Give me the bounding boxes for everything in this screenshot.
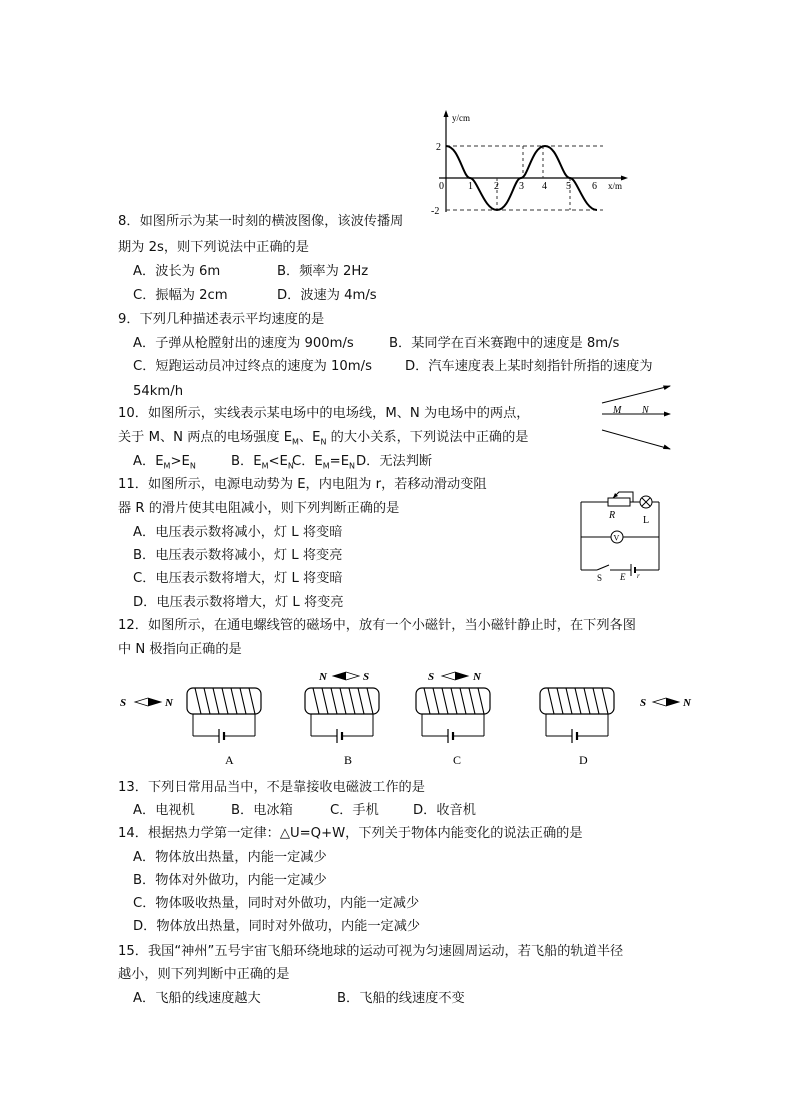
q12-stem-line1: 12．如图所示，在通电螺线管的磁场中，放有一个小磁针，当小磁针静止时，在下列各图	[118, 618, 636, 633]
svg-text:S: S	[428, 671, 435, 683]
q9-option-a: A．子弹从枪膛射出的速度为 900m/s	[133, 336, 354, 351]
q14-option-b: B．物体对外做功，内能一定减少	[133, 873, 327, 888]
x-axis-label: x/m	[608, 181, 623, 191]
q9-option-b: B．某同学在百米赛跑中的速度是 8m/s	[389, 336, 620, 351]
q14-option-c: C．物体吸收热量，同时对外做功，内能一定减少	[133, 896, 420, 911]
point-m-label: M	[613, 405, 622, 416]
q13-option-b: B．电冰箱	[231, 803, 293, 818]
q14-option-d: D．物体放出热量，同时对外做功，内能一定减少	[133, 919, 421, 934]
svg-text:S: S	[640, 697, 647, 709]
q8-option-b: B．频率为 2Hz	[277, 264, 369, 279]
q13-option-c: C．手机	[330, 803, 379, 818]
q10-option-d: D．无法判断	[356, 454, 433, 469]
q13-option-d: D．收音机	[413, 803, 476, 818]
solenoid-figures	[115, 662, 705, 774]
x-tick-3: 3	[519, 181, 524, 192]
q12-stem-line2: 中 N 极指向正确的是	[118, 642, 242, 657]
point-n-label: N	[642, 405, 649, 416]
x-tick-1: 1	[468, 181, 473, 192]
q14-stem: 14．根据热力学第一定律：△U=Q+W，下列关于物体内能变化的说法正确的是	[118, 826, 583, 841]
q13-option-a: A．电视机	[133, 803, 195, 818]
internal-resistance-label: r	[637, 572, 640, 580]
figure-label-a: A	[225, 753, 234, 767]
x-tick-0: 0	[439, 181, 444, 192]
solenoid-c	[416, 688, 490, 743]
svg-text:S: S	[120, 697, 127, 709]
q11-stem-line2: 器 R 的滑片使其电阻减小，则下列判断正确的是	[118, 501, 400, 516]
emf-label: E	[620, 572, 626, 582]
solenoid-a	[187, 688, 261, 743]
y-tick-neg2: -2	[431, 206, 440, 217]
q9-stem: 9．下列几种描述表示平均速度的是	[118, 312, 325, 327]
svg-text:N: N	[683, 697, 691, 709]
voltmeter-label: V	[613, 533, 620, 543]
q9-option-d: D．汽车速度表上某时刻指针所指的速度为	[405, 359, 653, 374]
q10-stem-line2: 关于 M、N 两点的电场强度 $E_M$、$E_N$ 的大小关系，下列说法中正确的是	[118, 430, 529, 447]
q9-option-d-cont: 54km/h	[133, 384, 184, 399]
svg-text:N: N	[473, 671, 481, 683]
q8-option-c: C．振幅为 2cm	[133, 288, 228, 303]
q11-option-b: B．电压表示数将减小，灯 L 将变亮	[133, 548, 343, 563]
circuit-figure	[575, 490, 665, 582]
y-axis-label: y/cm	[452, 113, 470, 123]
x-tick-6: 6	[592, 181, 597, 192]
q8-option-a: A．波长为 6m	[133, 264, 221, 279]
figure-label-b: B	[344, 753, 353, 767]
q14-option-a: A．物体放出热量，内能一定减少	[133, 850, 327, 865]
solenoid-d	[540, 688, 614, 743]
solenoid-b	[305, 688, 379, 743]
q11-option-c: C．电压表示数将增大，灯 L 将变暗	[133, 571, 343, 586]
q10-option-a: A．$E_M>E_N$	[133, 454, 196, 471]
compass-needle-c	[428, 671, 482, 683]
q15-option-a: A．飞船的线速度越大	[133, 991, 261, 1006]
svg-text:S: S	[363, 671, 370, 683]
x-tick-2: 2	[494, 181, 499, 192]
y-tick-2: 2	[436, 142, 441, 153]
q11-option-d: D．电压表示数将增大，灯 L 将变亮	[133, 595, 344, 610]
switch-label: S	[597, 573, 603, 582]
q11-option-a: A．电压表示数将减小，灯 L 将变暗	[133, 525, 343, 540]
q15-stem-line1: 15．我国“神州”五号宇宙飞船环绕地球的运动可视为匀速圆周运动，若飞船的轨道半径	[118, 944, 624, 959]
q13-stem: 13．下列日常用品当中，不是靠接收电磁波工作的是	[118, 780, 425, 795]
wave-graph	[425, 108, 630, 218]
lamp-label: L	[643, 515, 650, 526]
compass-needle-d	[640, 697, 692, 709]
q15-option-b: B．飞船的线速度不变	[337, 991, 465, 1006]
q10-stem-line1: 10．如图所示，实线表示某电场中的电场线，M、N 为电场中的两点，	[118, 406, 530, 421]
compass-needle-b	[318, 671, 369, 683]
figure-label-d: D	[579, 753, 588, 767]
q11-stem-line1: 11．如图所示，电源电动势为 E，内电阻为 r，若移动滑动变阻	[118, 477, 487, 492]
q15-stem-line2: 越小，则下列判断中正确的是	[118, 967, 290, 982]
electric-field-figure	[598, 383, 674, 455]
q8-stem-line1: 8．如图所示为某一时刻的横波图像，该波传播周	[118, 214, 404, 229]
q8-option-d: D．波速为 4m/s	[277, 288, 377, 303]
figure-label-c: C	[453, 753, 462, 767]
compass-needle-a	[120, 697, 174, 709]
rheostat-label: R	[609, 510, 616, 521]
q9-option-c: C．短跑运动员冲过终点的速度为 10m/s	[133, 359, 372, 374]
svg-text:N: N	[165, 697, 173, 709]
svg-text:N: N	[319, 671, 327, 683]
x-tick-5: 5	[566, 181, 571, 192]
q10-option-c: C．$E_M=E_N$	[292, 454, 356, 471]
q8-stem-line2: 期为 2s，则下列说法中正确的是	[118, 240, 309, 255]
q10-option-b: B．$E_M<E_N$	[231, 454, 294, 471]
x-tick-4: 4	[542, 181, 547, 192]
